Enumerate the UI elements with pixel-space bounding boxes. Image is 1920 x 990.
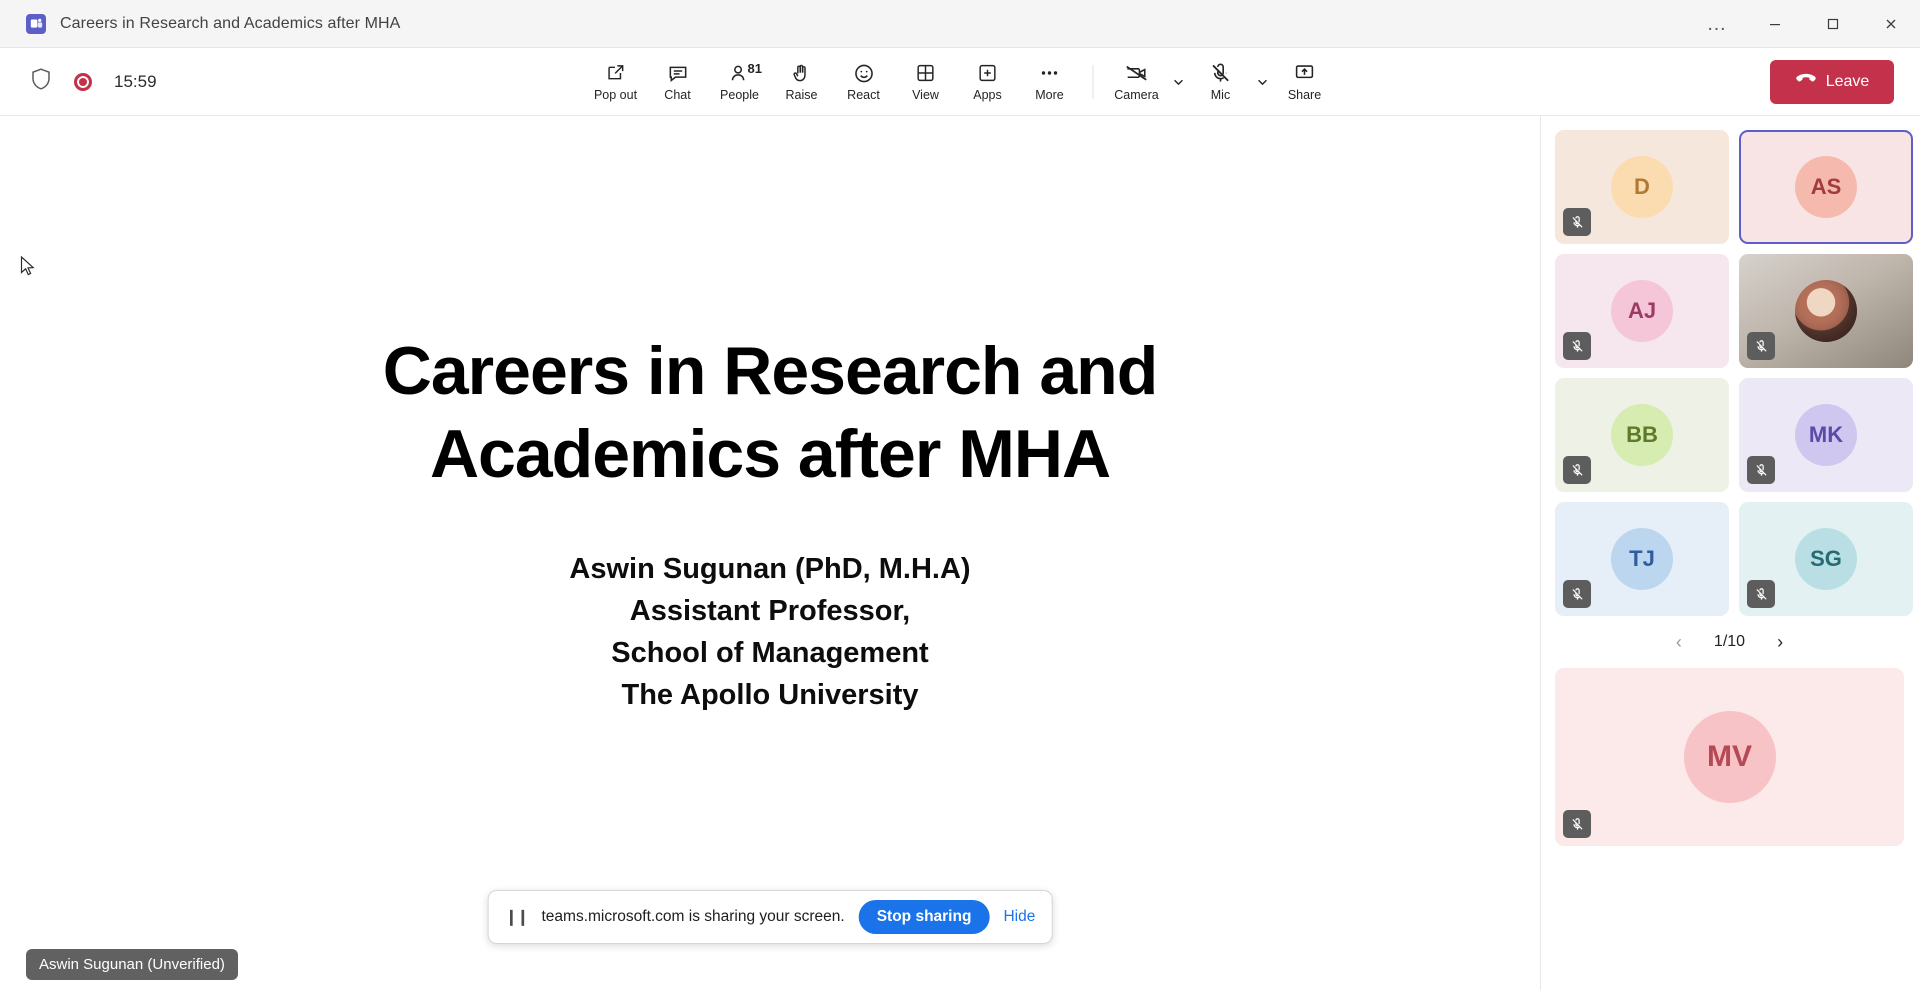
raise-label: Raise [785,88,818,102]
avatar-initials: AS [1810,174,1842,199]
mic-control-group [1190,53,1274,111]
avatar-initials: MK [1808,422,1844,447]
react-smiley-icon [852,61,875,85]
screen-share-notification-bar [488,890,1053,944]
view-button[interactable] [895,53,957,111]
toolbar-left-group [30,67,157,96]
window-more-options-button[interactable] [1688,0,1746,48]
slide-presenter-info [569,548,970,716]
hang-up-icon [1795,71,1817,92]
avatar-initials: AJ [1627,298,1657,323]
more-dots-icon: … [1706,13,1728,35]
window-title-bar [0,0,1920,48]
raise-hand-icon [791,61,813,85]
avatar [1795,528,1857,590]
shared-content-stage[interactable] [0,116,1540,990]
apps-plus-icon [977,61,999,85]
participant-tile-video[interactable] [1739,254,1913,368]
meeting-main-area [0,116,1920,990]
participant-tile[interactable] [1555,254,1729,368]
participant-grid [1555,130,1904,616]
react-label: React [847,88,880,102]
chat-icon [666,61,689,85]
share-screen-icon [1294,61,1316,85]
presenter-line-4: The Apollo University [621,679,919,711]
people-count-badge: 81 [747,60,762,76]
avatar-initials: MV [1707,740,1752,773]
roster-next-page-button[interactable]: › [1777,631,1784,652]
roster-page-label: 1/10 [1713,633,1746,650]
participant-tile[interactable] [1555,378,1729,492]
avatar-initials: D [1634,174,1650,199]
meeting-timer: 15:59 [114,71,157,91]
camera-label: Camera [1114,88,1159,102]
presentation-slide [0,116,1540,990]
mic-off-icon [1747,332,1775,360]
spotlight-participant-tile[interactable] [1555,668,1904,846]
mic-off-icon [1563,456,1591,484]
share-status-text: teams.microsoft.com is sharing your screen. [541,908,845,925]
leave-button[interactable] [1770,60,1894,104]
presenter-line-3: School of Management [611,636,929,669]
stop-sharing-button[interactable]: Stop sharing [859,900,990,934]
participant-video-feed [1795,280,1857,342]
people-label: People [720,88,759,102]
chat-label: Chat [664,88,691,102]
roster-prev-page-button[interactable]: ‹ [1675,631,1682,652]
recording-indicator [74,73,92,91]
participant-tile[interactable] [1739,502,1913,616]
avatar-initials: BB [1626,422,1658,447]
avatar-initials: SG [1810,546,1842,571]
mic-off-icon [1563,810,1591,838]
mic-off-icon [1747,456,1775,484]
window-minimize-button[interactable] [1746,0,1804,48]
more-label: More [1035,88,1064,102]
slide-title: Careers in Research and Academics after MHA [382,332,1158,492]
participant-tile[interactable] [1739,130,1913,244]
share-label: Share [1287,88,1322,102]
apps-label: Apps [973,88,1002,102]
teams-app-icon [26,14,46,34]
raise-hand-button[interactable] [771,53,833,111]
participant-tile[interactable] [1555,502,1729,616]
roster-pager [1555,616,1904,668]
toolbar-separator [1093,65,1094,99]
presenter-line-2: Assistant Professor, [629,594,911,627]
participant-tile[interactable] [1739,378,1913,492]
pop-out-button[interactable] [585,53,647,111]
chat-button[interactable] [647,53,709,111]
more-button[interactable] [1019,53,1081,111]
pop-out-icon [605,61,627,85]
more-dots-icon [1038,61,1062,85]
camera-control-group [1106,53,1190,111]
participant-roster-panel [1540,116,1920,990]
shield-icon[interactable] [30,67,52,96]
toolbar-center-group [585,53,1336,111]
active-speaker-name-pill: Aswin Sugunan (Unverified) [26,949,238,980]
camera-chevron-down-icon[interactable] [1168,53,1190,111]
share-button[interactable] [1274,53,1336,111]
mic-off-icon [1563,332,1591,360]
avatar [1684,711,1776,803]
avatar [1611,528,1673,590]
meeting-toolbar [0,48,1920,116]
leave-button-label: Leave [1825,72,1870,90]
avatar [1611,156,1673,218]
camera-button[interactable] [1106,53,1168,111]
avatar [1611,280,1673,342]
view-grid-icon [915,61,937,85]
window-controls [1688,0,1920,48]
mic-label: Mic [1210,88,1231,102]
apps-button[interactable] [957,53,1019,111]
participant-tile[interactable] [1555,130,1729,244]
presenter-line-1: Aswin Sugunan (PhD, M.H.A) [569,552,971,585]
mic-button[interactable] [1190,53,1252,111]
avatar-initials: TJ [1629,546,1655,571]
pause-icon[interactable]: ❙❙ [504,909,528,926]
avatar [1611,404,1673,466]
mic-off-icon [1563,580,1591,608]
mic-off-icon [1563,208,1591,236]
react-button[interactable] [833,53,895,111]
people-button[interactable] [709,53,771,111]
window-maximize-button[interactable] [1804,0,1862,48]
mic-off-icon [1209,61,1233,85]
mic-chevron-down-icon[interactable] [1252,53,1274,111]
toolbar-right-group [1770,60,1894,104]
avatar [1795,156,1857,218]
window-close-button[interactable] [1862,0,1920,48]
avatar [1795,404,1857,466]
hide-share-bar-link[interactable]: Hide [1003,908,1036,925]
camera-off-icon [1124,61,1150,85]
view-label: View [912,88,939,102]
mic-off-icon [1747,580,1775,608]
window-title: Careers in Research and Academics after MHA [60,14,401,32]
pop-out-label: Pop out [593,88,638,102]
